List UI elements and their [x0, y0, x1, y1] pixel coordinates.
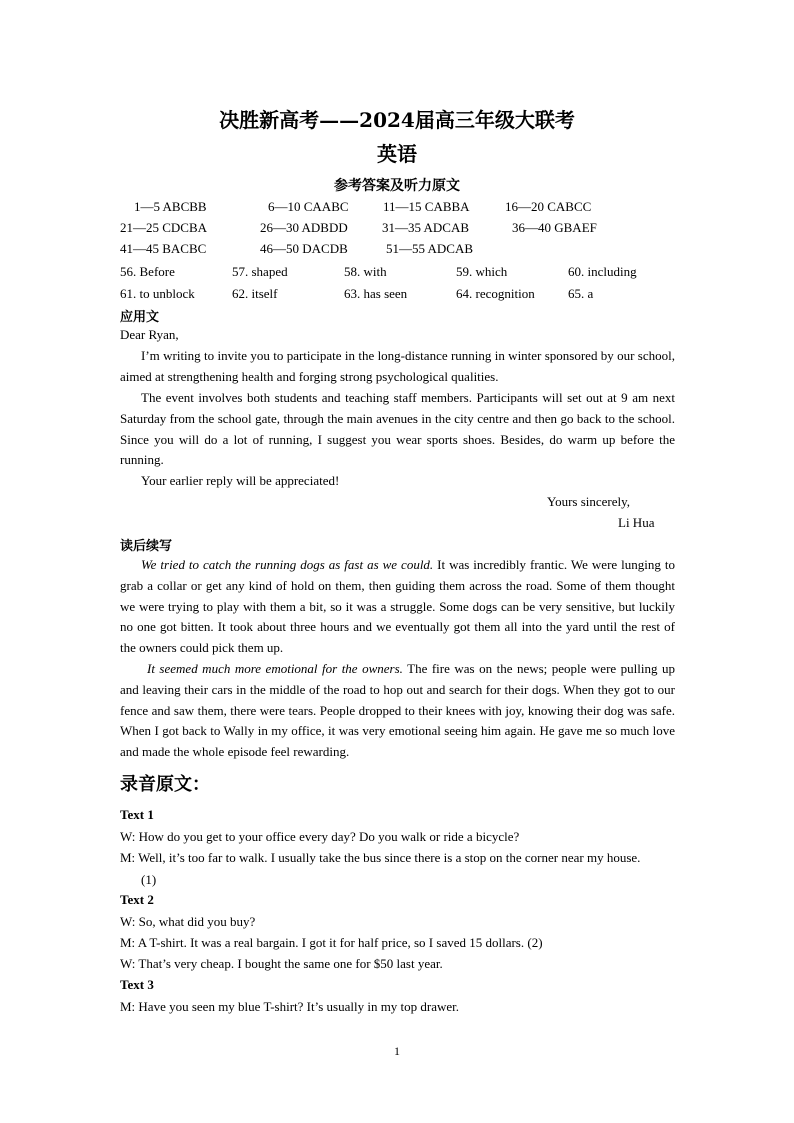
answer-cell: 41—45 BACBC	[120, 241, 207, 256]
answer-cell: 56. Before	[120, 264, 175, 279]
answer-cell: 11—15 CABBA	[383, 199, 470, 214]
dialogue-line-continued: (1)	[141, 872, 157, 887]
letter-paragraph: I’m writing to invite you to participate in the long-distance running in winter sponsored by our school, aimed at strengthening health and forging strong psychological qualities.	[120, 348, 675, 384]
section-subtitle: 参考答案及听力原文	[334, 178, 460, 194]
transcript-heading: 录音原文：	[120, 774, 210, 795]
lead-sentence: We tried to catch the running dogs as fast as we could.	[141, 557, 434, 572]
answer-cell: 36—40 GBAEF	[512, 220, 597, 235]
answer-cell: 61. to unblock	[120, 286, 195, 301]
paragraph-body: The fire was on the news; people were pulling up and leaving their cars in the middle of the road to hop out and search for their dogs. When they got to our fence and saw them, there were tears. People dropped to their knees with joy, knowing their dog was safe. When I got back to Wally in my office, it was very emotional seeing him again. He gave me so much love and made the whole episode feel rewarding.	[120, 661, 675, 760]
answer-cell: 65. a	[568, 286, 594, 301]
dialogue-line: M: Have you seen my blue T-shirt? It’s usually in my top drawer.	[120, 999, 460, 1014]
letter-salutation: Dear Ryan,	[120, 327, 179, 342]
continuation-heading: 读后续写	[120, 539, 173, 554]
text-label: Text 2	[120, 892, 154, 907]
answer-cell: 31—35 ADCAB	[382, 220, 470, 235]
subject-title: 英语	[377, 142, 417, 166]
dialogue-line: M: Well, it’s too far to walk. I usually take the bus since there is a stop on the corner near my house.	[120, 850, 641, 865]
continuation-paragraph	[120, 555, 675, 659]
lead-sentence: It seemed much more emotional for the owners.	[147, 661, 403, 676]
page-title: 决胜新高考——2024届高三年级大联考	[219, 108, 575, 132]
answer-cell: 1—5 ABCBB	[134, 199, 207, 214]
answer-cell: 16—20 CABCC	[505, 199, 592, 214]
text-label: Text 1	[120, 807, 154, 822]
text-label: Text 3	[120, 977, 154, 992]
answer-cell: 6—10 CAABC	[268, 199, 349, 214]
letter-signature: Li Hua	[618, 515, 655, 530]
answer-cell: 59. which	[456, 264, 508, 279]
letter-closing: Yours sincerely,	[547, 494, 631, 509]
answer-cell: 64. recognition	[456, 286, 535, 301]
continuation-paragraph	[120, 659, 675, 763]
letter-paragraph: The event involves both students and teaching staff members. Participants will set out at 9 am next Saturday from the school gate, through the main avenues in the city centre and then go back to the school. Since you will do a lot of running, I suggest you wear sports shoes. Besides, do warm up before the running.	[120, 390, 675, 468]
answer-cell: 60. including	[568, 264, 637, 279]
answer-cell: 26—30 ADBDD	[260, 220, 348, 235]
answer-cell: 57. shaped	[232, 264, 288, 279]
answer-cell: 21—25 CDCBA	[120, 220, 208, 235]
letter-paragraph: Your earlier reply will be appreciated!	[141, 473, 340, 488]
answer-cell: 46—50 DACDB	[260, 241, 348, 256]
paragraph-body: It was incredibly frantic. We were lunging to grab a collar or get any kind of hold on them, then guiding them across the road. Some of them thought we were trying to play with them a bit, so it was a struggle. Some dogs can be very sensitive, but luckily no one got bitten. It took about three hours and we eventually got them all into the yard until the rest of the owners could pick them up.	[120, 557, 675, 656]
answer-cell: 63. has seen	[344, 286, 408, 301]
dialogue-line: W: How do you get to your office every day? Do you walk or ride a bicycle?	[120, 829, 520, 844]
answer-cell: 51—55 ADCAB	[386, 241, 474, 256]
dialogue-line: W: That’s very cheap. I bought the same one for $50 last year.	[120, 956, 443, 971]
page-number: 1	[394, 1044, 400, 1058]
dialogue-line: W: So, what did you buy?	[120, 914, 256, 929]
dialogue-line: M: A T-shirt. It was a real bargain. I got it for half price, so I saved 15 dollars. (2)	[120, 935, 543, 950]
answer-cell: 58. with	[344, 264, 387, 279]
letter-heading: 应用文	[120, 310, 160, 325]
answer-cell: 62. itself	[232, 286, 278, 301]
